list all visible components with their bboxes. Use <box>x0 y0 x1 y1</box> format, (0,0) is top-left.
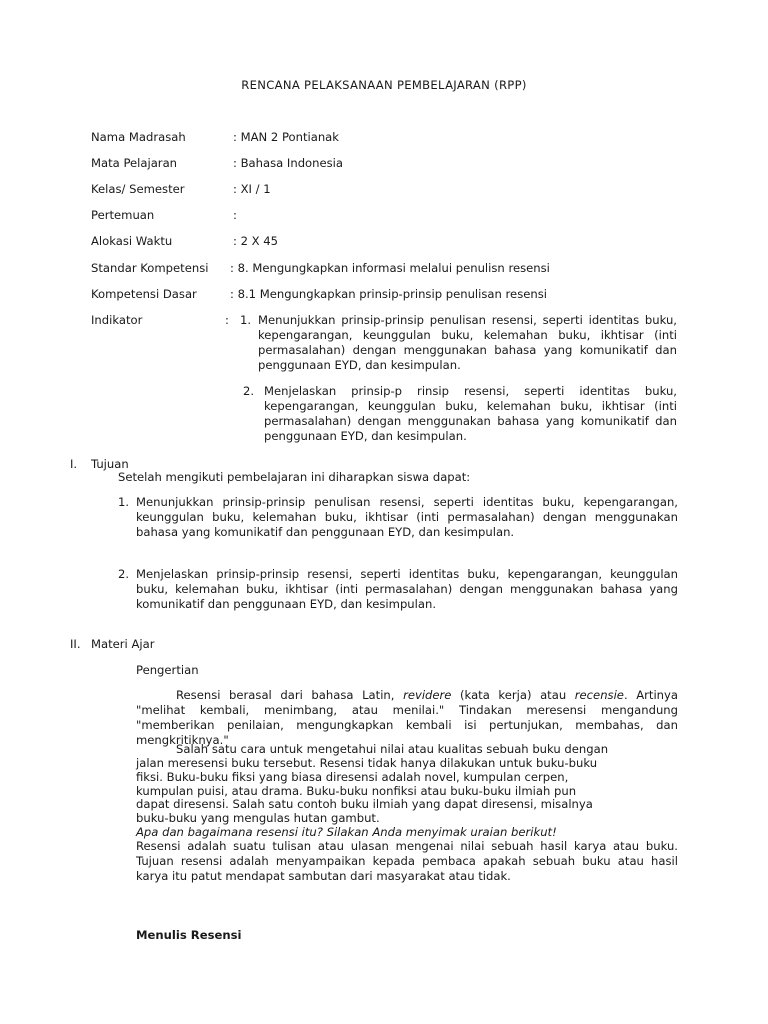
tujuan-text-2: Menjelaskan prinsip-prinsip resensi, seperti identitas buku, kepengarangan, keunggulan buku, kelemahan buku, ikhtisar (inti permasalahan) dengan menggunakan bahasa yang komunikatif dan penggunaan EYD, dan kesimpulan. <box>136 567 678 611</box>
p2-line-4: kumpulan puisi, atau drama. Buku-buku nonfiksi atau buku-buku ilmiah pun <box>136 784 577 798</box>
tujuan-intro: Setelah mengikuti pembelajaran ini diharapkan siswa dapat: <box>118 470 471 484</box>
paragraph-resensi-definisi: Resensi adalah suatu tulisan atau ulasan mengenai nilai sebuah hasil karya atau buku. Tujuan resensi adalah menyampaikan kepada pembaca apakah sebuah buku atau hasil karya itu patut mendapat sambutan dari masyarakat atau tidak. <box>136 839 678 883</box>
value-standar-kompetensi: : 8. Mengungkapkan informasi melalui penulisn resensi <box>230 261 550 275</box>
tujuan-number-2: 2. <box>118 567 130 581</box>
indikator-text-1: Menunjukkan prinsip-prinsip penulisan resensi, seperti identitas buku, kepengarangan, keunggulan buku, kelemahan buku, ikhtisar (inti permasalahan) dengan menggunakan bahasa yang komunikatif dan penggunaan EYD, dan kesimpulan. <box>258 313 677 372</box>
label-kelas-semester: Kelas/ Semester <box>91 182 185 196</box>
p2-line-3: fiksi. Buku-buku fiksi yang biasa diresensi adalah novel, kumpulan cerpen, <box>136 770 569 784</box>
indikator-colon: : <box>225 313 229 327</box>
p1-text-b: (kata kerja) atau <box>451 688 575 702</box>
p1-term-revidere: revidere <box>403 688 452 702</box>
value-pertemuan: : <box>233 208 237 222</box>
tujuan-number-1: 1. <box>118 495 130 509</box>
p1-text-c: . Artinya "melihat kembali, menimbang, atau menilai." Tindakan meresensi mengandung "memberikan penilaian, mengungkapkan kembali isi pertunjukan, membahas, dan mengkritiknya." <box>136 688 679 747</box>
indikator-text-2: Menjelaskan prinsip-p rinsip resensi, seperti identitas buku, kepengarangan, keunggulan buku, kelemahan buku, ikhtisar (inti permasalahan) dengan menggunakan bahasa yang komunikatif dan penggunaan EYD, dan kesimpulan. <box>264 384 677 443</box>
tujuan-text-1: Menunjukkan prinsip-prinsip penulisan resensi, seperti identitas buku, kepengarangan, keunggulan buku, kelemahan buku, ikhtisar (inti permasalahan) dengan menggunakan bahasa yang komunikatif dan penggunaan EYD, dan kesimpulan. <box>136 495 678 539</box>
paragraph-pengertian-1 <box>136 688 678 748</box>
label-standar-kompetensi: Standar Kompetensi <box>91 261 209 275</box>
label-mata-pelajaran: Mata Pelajaran <box>91 156 178 170</box>
value-nama-madrasah: : MAN 2 Pontianak <box>233 130 340 144</box>
p2-line-2: jalan meresensi buku tersebut. Resensi tidak hanya dilakukan untuk buku-buku <box>136 756 598 770</box>
section-heading-tujuan: Tujuan <box>91 457 129 471</box>
p2-line-6: buku-buku yang mengulas hutan gambut. <box>136 811 380 825</box>
section-number-materi: II. <box>70 637 81 651</box>
value-alokasi-waktu: : 2 X 45 <box>233 234 279 248</box>
value-kompetensi-dasar: : 8.1 Mengungkapkan prinsip-prinsip penulisan resensi <box>230 287 547 301</box>
label-nama-madrasah: Nama Madrasah <box>91 130 186 144</box>
label-kompetensi-dasar: Kompetensi Dasar <box>91 287 197 301</box>
section-heading-materi: Materi Ajar <box>91 637 155 651</box>
document-title: RENCANA PELAKSANAAN PEMBELAJARAN (RPP) <box>241 78 527 92</box>
label-alokasi-waktu: Alokasi Waktu <box>91 234 173 248</box>
value-mata-pelajaran: : Bahasa Indonesia <box>233 156 343 170</box>
section-number-tujuan: I. <box>70 457 78 471</box>
subheading-pengertian: Pengertian <box>136 663 199 677</box>
indikator-number-1: 1. <box>240 313 252 327</box>
label-indikator: Indikator <box>91 313 143 327</box>
p1-term-recensie: recensie <box>574 688 624 702</box>
p2-line-5: dapat diresensi. Salah satu contoh buku ilmiah yang dapat diresensi, misalnya <box>136 797 593 811</box>
italic-prompt-line: Apa dan bagaimana resensi itu? Silakan Anda menyimak uraian berikut! <box>136 825 557 839</box>
indikator-number-2: 2. <box>243 384 255 398</box>
p2-line-1: Salah satu cara untuk mengetahui nilai atau kualitas sebuah buku dengan <box>176 742 609 756</box>
p1-text-a: Resensi berasal dari bahasa Latin, <box>176 688 404 702</box>
value-kelas-semester: : XI / 1 <box>233 182 271 196</box>
heading-menulis-resensi: Menulis Resensi <box>136 928 242 942</box>
label-pertemuan: Pertemuan <box>91 208 155 222</box>
